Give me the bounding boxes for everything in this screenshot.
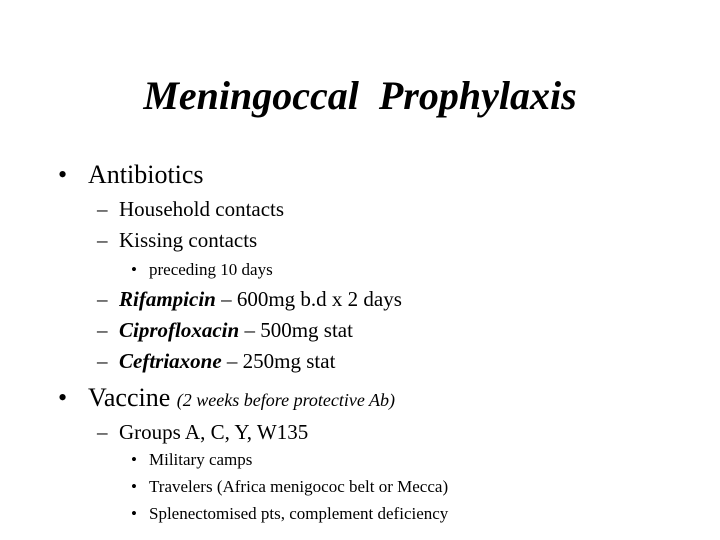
- sub-sub-item-travelers: [131, 476, 448, 498]
- bullet-marker: •: [131, 450, 137, 469]
- dash-marker: –: [97, 287, 108, 311]
- ceftriaxone-name: Ceftriaxone: [119, 349, 222, 373]
- sub-sub-item-splenectomised: [131, 503, 448, 525]
- bullet-marker: •: [131, 504, 137, 523]
- bullet-marker: •: [131, 260, 137, 279]
- bullet-marker: •: [58, 383, 68, 412]
- dash-marker: –: [97, 318, 108, 342]
- dash-marker: –: [97, 349, 108, 373]
- vaccine-label: Vaccine: [88, 383, 171, 412]
- rifampicin-dose: – 600mg b.d x 2 days: [215, 287, 402, 311]
- sub-item-rifampicin: [97, 286, 402, 312]
- ceftriaxone-dose: – 250mg stat: [221, 349, 336, 373]
- slide-title: Meningoccal Prophylaxis: [143, 73, 577, 118]
- military-camps-text: Military camps: [149, 450, 253, 469]
- splenectomised-text: Splenectomised pts, complement deficiency: [149, 504, 449, 523]
- dash-marker: –: [97, 228, 108, 252]
- ciprofloxacin-dose: – 500mg stat: [239, 318, 353, 342]
- dash-marker: –: [97, 197, 108, 221]
- bullet-marker: •: [58, 160, 68, 189]
- bullet-vaccine: [58, 383, 395, 415]
- kissing-contacts-text: Kissing contacts: [119, 228, 258, 252]
- dash-marker: –: [97, 420, 108, 444]
- bullet-marker: •: [131, 477, 137, 496]
- preceding-days-text: preceding 10 days: [149, 260, 273, 279]
- sub-sub-item-military: [131, 449, 252, 471]
- travelers-text: Travelers (Africa menigococ belt or Mecca): [149, 477, 449, 496]
- sub-item-kissing: [97, 227, 257, 253]
- ciprofloxacin-name: Ciprofloxacin: [119, 318, 240, 342]
- bullet-antibiotics: [58, 160, 204, 190]
- sub-item-ciprofloxacin: [97, 317, 353, 343]
- groups-text: Groups A, C, Y, W135: [119, 420, 309, 444]
- sub-item-ceftriaxone: [97, 348, 335, 374]
- antibiotics-label: Antibiotics: [88, 160, 204, 189]
- sub-item-household: [97, 196, 284, 222]
- vaccine-note: (2 weeks before protective Ab): [176, 390, 396, 410]
- sub-item-groups: [97, 419, 308, 445]
- rifampicin-name: Rifampicin: [119, 287, 216, 311]
- household-contacts-text: Household contacts: [119, 197, 285, 221]
- sub-sub-item-preceding: [131, 259, 273, 281]
